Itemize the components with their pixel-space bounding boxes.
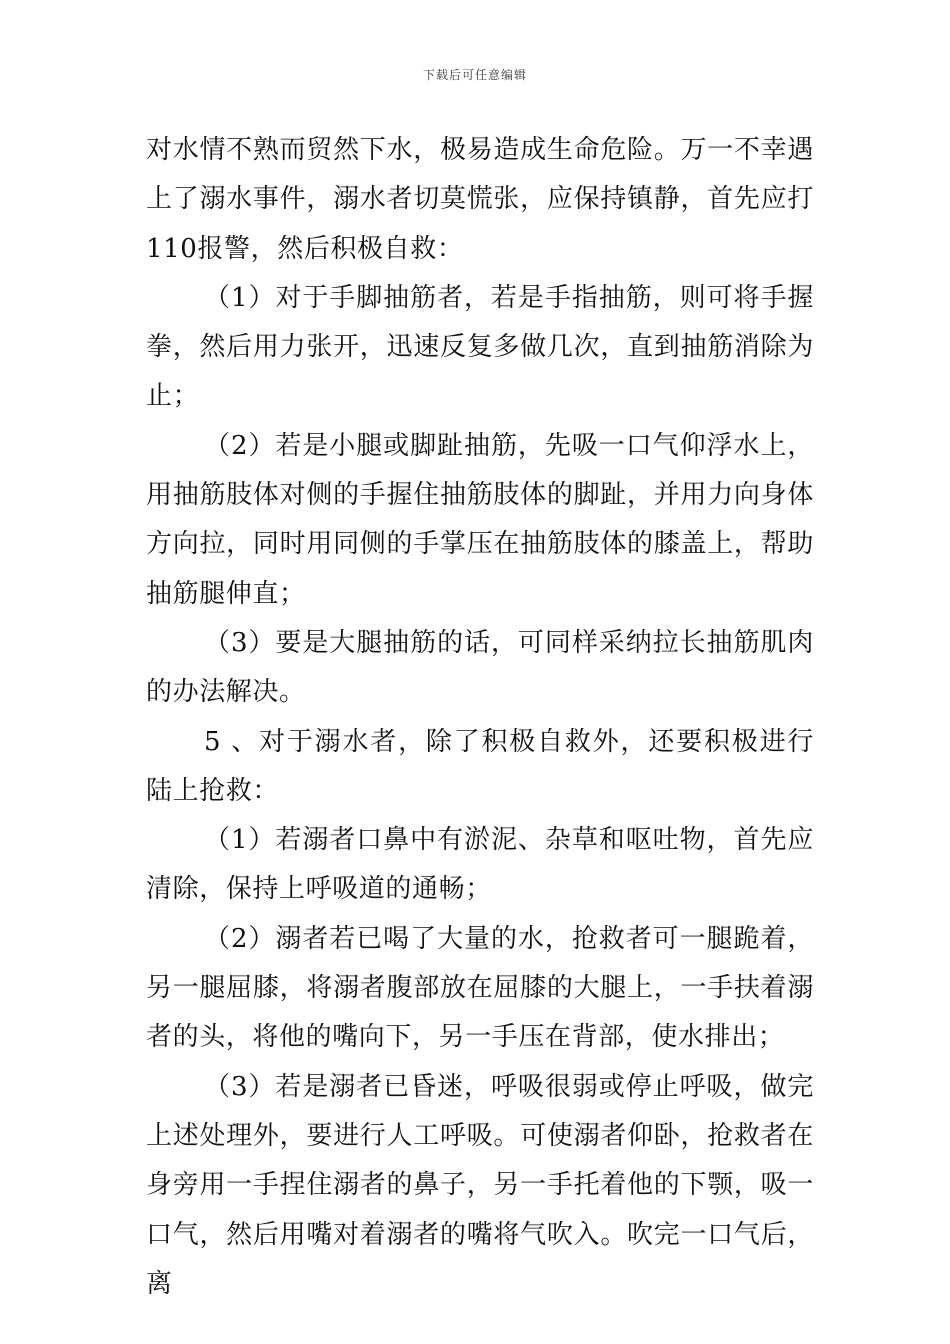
paragraph-section-5: 5 、对于溺水者，除了积极自救外，还要积极进行陆上抢救： xyxy=(146,726,814,806)
header-note: 下载后可任意编辑 xyxy=(422,68,527,82)
paragraph-rescue-breathing: （3）若是溺者已昏迷，呼吸很弱或停止呼吸，做完上述处理外，要进行人工呼吸。可使溺者仰卧，抢救者在身旁用一手捏住溺者的鼻子，另一手托着他的下颚，吸一口气，然后用嘴对着溺者的嘴将气吹入。吹完一口气后，离 xyxy=(146,1071,814,1299)
paragraph-cramp-hand: （1）对于手脚抽筋者，若是手指抽筋，则可将手握拳，然后用力张开，迅速反复多做几次，直到抽筋消除为止； xyxy=(146,282,814,412)
paragraph-cramp-thigh: （3）要是大腿抽筋的话，可同样采纳拉长抽筋肌肉的办法解决。 xyxy=(146,627,814,708)
document-body xyxy=(146,126,814,1309)
paragraph-cramp-calf: （2）若是小腿或脚趾抽筋，先吸一口气仰浮水上，用抽筋肢体对侧的手握住抽筋肢体的脚趾，并用力向身体方向拉，同时用同侧的手掌压在抽筋肢体的膝盖上，帮助抽筋腿伸直； xyxy=(146,430,814,609)
paragraph-rescue-clear-airway: （1）若溺者口鼻中有淤泥、杂草和呕吐物，首先应清除，保持上呼吸道的通畅； xyxy=(146,825,814,905)
paragraph-rescue-drain-water: （2）溺者若已喝了大量的水，抢救者可一腿跪着，另一腿屈膝，将溺者腹部放在屈膝的大腿上，一手扶着溺者的头，将他的嘴向下，另一手压在背部，使水排出； xyxy=(146,923,814,1053)
paragraph-intro: 对水情不熟而贸然下水，极易造成生命危险。万一不幸遇上了溺水事件，溺水者切莫慌张，应保持镇静，首先应打110报警，然后积极自救： xyxy=(146,135,814,264)
